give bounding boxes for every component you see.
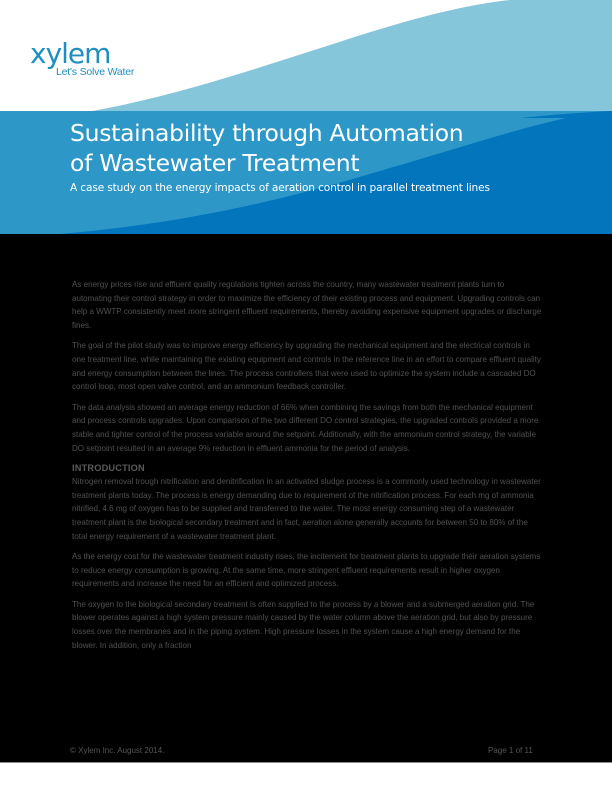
title-block: [70, 118, 490, 194]
logo-tagline: Let's Solve Water: [56, 66, 135, 78]
intro-paragraph-2: As the energy cost for the wastewater treatment industry rises, the incitement for treatment plants to upgrade their aeration systems to reduce energy consumption is growing. At the same time, more stringent effluent requirements result in higher oxygen requirements and increase the need for an efficient and optimized process.: [72, 552, 541, 589]
xylem-logo: [30, 37, 135, 78]
document-header-banner: [0, 0, 612, 234]
title-line-1: Sustainability through Automation: [70, 119, 464, 147]
summary-paragraph-1: As energy prices rise and effluent quality regulations tighten across the country, many wastewater treatment plants turn to automating their control strategy in order to maximize the efficiency of their existing process and equipment. Upgrading controls can help a WWTP consistently meet more stringent effluent requirements, thereby avoiding expensive equipment upgrades or discharge fines.: [72, 280, 542, 330]
section-heading-introduction: INTRODUCTION: [72, 463, 145, 474]
logo-wordmark: xylem: [30, 37, 111, 70]
intro-paragraph-3: The oxygen to the biological secondary treatment is often supplied to the process by a blower and a submerged aeration grid. The blower operates against a high system pressure mainly caused by the water column above the aeration grid, but also by pressure losses over the membranes and in the piping system. High pressure losses in the system cause a high energy demand for the blower. In addition, only a fraction: [72, 599, 535, 650]
copyright-text: © Xylem Inc. August 2014.: [70, 746, 165, 755]
summary-paragraph-2: The goal of the pilot study was to improve energy efficiency by upgrading the mechanical equipment and the electrical controls in one treatment line, while maintaining the existing equipment and controls in the reference line in an effort to compare effluent quality and energy consumption between the lines. The process controllers that were used to optimize the system include a cascaded DO control loop, most open valve control, and an ammonium feedback controller.: [72, 341, 541, 392]
document-subtitle: A case study on the energy impacts of aeration control in parallel treatment lines: [70, 182, 490, 194]
summary-paragraph-3: The data analysis showed an average energy reduction of 66% when combining the savings from both the mechanical equipment and process controls upgrades. Upon comparison of the two different DO control strategies, the upgraded controls provided a more stable and tighter control of the process variable around the setpoint. Additionally, with the ammonium control strategy, the variable DO setpoint resulted in an average 9% reduction in effluent ammonia for the period of analysis.: [72, 402, 539, 453]
page-footer: [0, 742, 612, 763]
intro-paragraph-1: Nitrogen removal trough nitrification and denitrification in an activated sludge process is a commonly used technology in wastewater treatment plants today. The process is energy demanding due to requirement of the nitrification process. For each mg of ammonia nitrified, 4.6 mg of oxygen has to be supplied and transferred to the water. The most energy consuming step of a wastewater treatment plant is the biological secondary treatment and in fact, aeration alone generally accounts for between 50 to 80% of the total energy requirement of a wastewater treatment plant.: [72, 477, 541, 541]
title-line-2: of Wastewater Treatment: [70, 149, 360, 177]
document-body: [72, 278, 542, 659]
wave-background: [0, 0, 612, 234]
page-number: Page 1 of 11: [488, 746, 533, 755]
document-title: [70, 118, 490, 178]
